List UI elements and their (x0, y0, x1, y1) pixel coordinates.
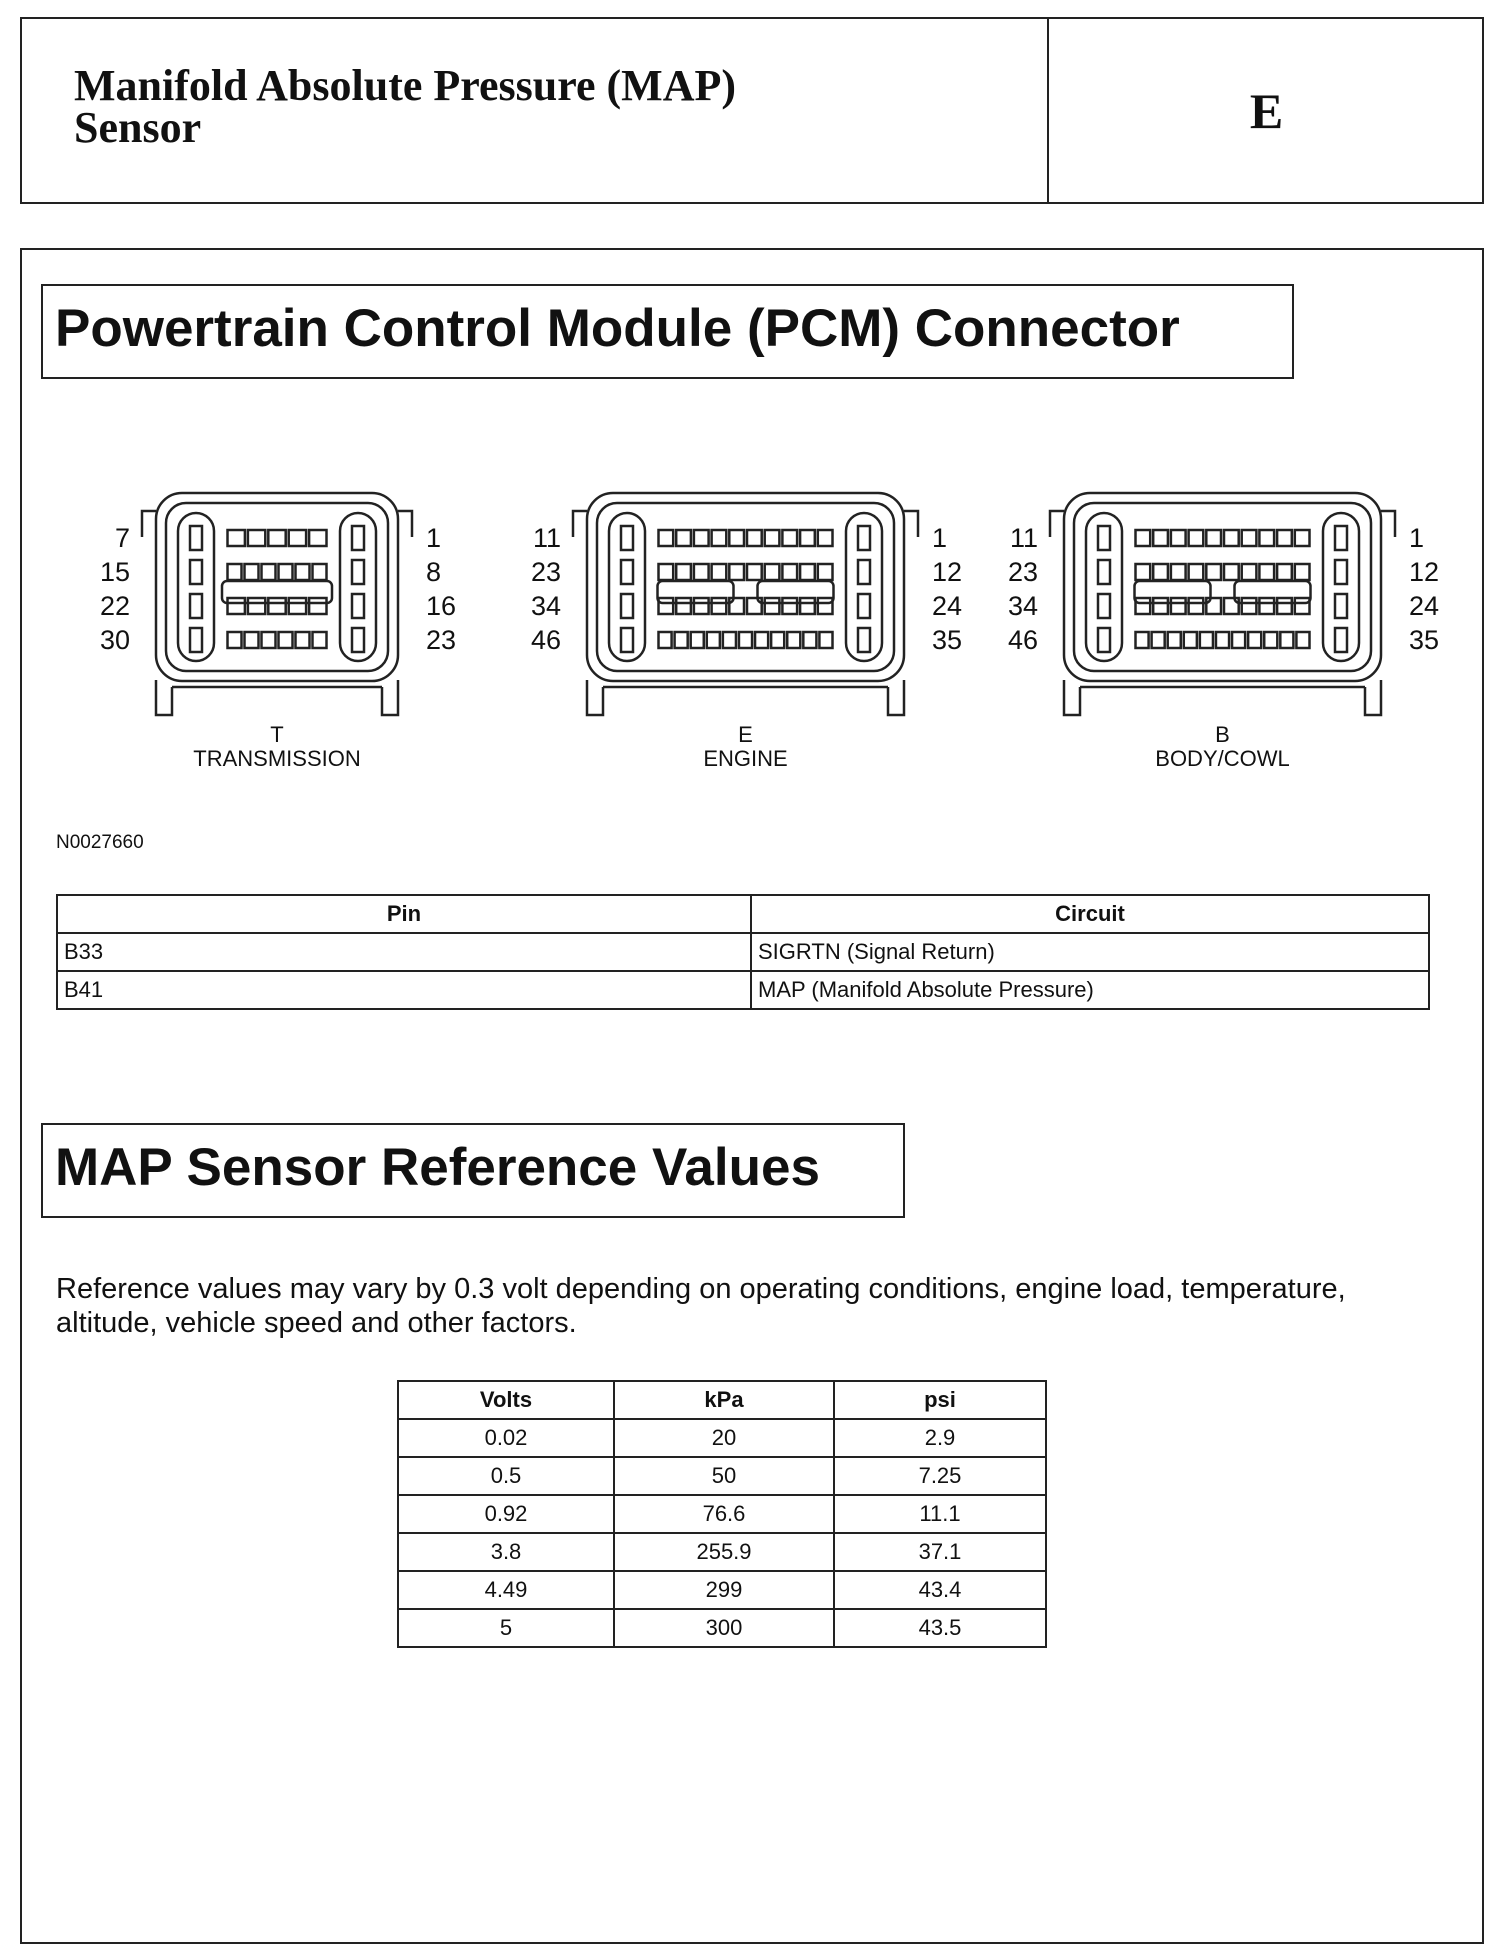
terminal-cavity (1242, 530, 1257, 546)
terminal-cavity (1259, 598, 1274, 614)
latch-cavity (1335, 628, 1347, 652)
connector-shell (1064, 493, 1381, 681)
connector-key (758, 581, 834, 603)
latch-cavity (190, 526, 202, 550)
pin-table (56, 894, 1430, 1010)
pin-cell: B41 (57, 971, 751, 1009)
connector-diagram-svg (70, 475, 1450, 775)
pin-number-label: 24 (932, 591, 963, 621)
terminal-cavity (1153, 598, 1168, 614)
latch-cavity (1098, 628, 1110, 652)
terminal-cavity (1277, 564, 1292, 580)
volts-cell: 4.49 (398, 1571, 614, 1609)
terminal-cavity (729, 530, 744, 546)
terminal-cavity (782, 530, 797, 546)
latch-cavity (1098, 560, 1110, 584)
connector-body-cowl (1050, 493, 1395, 715)
table-row (57, 933, 1429, 971)
psi-column-header: psi (834, 1381, 1046, 1419)
terminal-cavity (1168, 632, 1181, 648)
connector-flange (142, 511, 156, 537)
terminal-cavity (818, 564, 833, 580)
latch-cavity (1098, 594, 1110, 618)
terminal-cavity (1171, 530, 1186, 546)
psi-cell: 2.9 (834, 1419, 1046, 1457)
pin-number-label: 46 (1007, 625, 1038, 655)
map-reference-table (397, 1380, 1047, 1648)
terminal-cavity (262, 564, 276, 580)
latch-cavity (858, 594, 870, 618)
table-row (398, 1609, 1046, 1647)
terminal-cavity (1136, 598, 1151, 614)
terminal-cavity (747, 598, 762, 614)
terminal-cavity (1206, 530, 1221, 546)
terminal-cavity (1184, 632, 1197, 648)
terminal-cavity (1248, 632, 1261, 648)
terminal-cavity (296, 564, 310, 580)
psi-cell: 7.25 (834, 1457, 1046, 1495)
terminal-cavity (1153, 530, 1168, 546)
connector-flange (1381, 511, 1395, 537)
terminal-cavity (800, 530, 815, 546)
table-row (398, 1533, 1046, 1571)
terminal-cavity (694, 564, 709, 580)
page-header (20, 17, 1484, 204)
pin-number-label: 16 (426, 591, 457, 621)
terminal-cavity (313, 564, 327, 580)
side-latch (1323, 513, 1359, 661)
terminal-cavity (1136, 530, 1151, 546)
terminal-cavity (723, 632, 736, 648)
latch-cavity (352, 526, 364, 550)
terminal-cavity (1189, 564, 1204, 580)
connector-leg (156, 680, 172, 715)
connector-leg (587, 680, 603, 715)
figure-id: N0027660 (56, 832, 144, 853)
latch-cavity (352, 628, 364, 652)
volts-cell: 0.5 (398, 1457, 614, 1495)
terminal-cavity (1206, 564, 1221, 580)
terminal-cavity (1295, 530, 1310, 546)
connector-inner-shell (1074, 503, 1371, 671)
connector-engine (573, 493, 918, 715)
kpa-cell: 50 (614, 1457, 834, 1495)
pin-number-label: 35 (1409, 625, 1440, 655)
terminal-cavity (675, 632, 688, 648)
pin-column-header: Pin (57, 895, 751, 933)
pin-number-label: 7 (114, 523, 130, 553)
terminal-cavity (1136, 564, 1151, 580)
psi-cell: 43.5 (834, 1609, 1046, 1647)
terminal-cavity (676, 530, 691, 546)
terminal-cavity (228, 530, 245, 546)
terminal-cavity (228, 632, 242, 648)
terminal-cavity (248, 598, 265, 614)
terminal-cavity (712, 564, 727, 580)
terminal-cavity (659, 530, 674, 546)
terminal-cavity (228, 598, 245, 614)
terminal-cavity (676, 598, 691, 614)
pin-cell: B33 (57, 933, 751, 971)
terminal-cavity (296, 632, 310, 648)
map-reference-heading: MAP Sensor Reference Values (41, 1123, 905, 1218)
circuit-cell: MAP (Manifold Absolute Pressure) (751, 971, 1429, 1009)
terminal-cavity (707, 632, 720, 648)
pin-number-label: 15 (99, 557, 130, 587)
kpa-cell: 76.6 (614, 1495, 834, 1533)
terminal-cavity (1153, 564, 1168, 580)
table-row (398, 1495, 1046, 1533)
kpa-cell: 255.9 (614, 1533, 834, 1571)
terminal-cavity (1224, 530, 1239, 546)
kpa-column-header: kPa (614, 1381, 834, 1419)
connector-flange (1050, 511, 1064, 537)
latch-cavity (621, 594, 633, 618)
pin-number-label: 46 (530, 625, 561, 655)
pin-number-label: 34 (1007, 591, 1038, 621)
terminal-cavity (712, 598, 727, 614)
terminal-cavity (787, 632, 800, 648)
terminal-cavity (1295, 564, 1310, 580)
connector-letter-label: E (738, 722, 753, 747)
pin-number-label: 22 (99, 591, 130, 621)
terminal-cavity (228, 564, 242, 580)
latch-cavity (621, 628, 633, 652)
page-title-line-2: Sensor (74, 103, 202, 152)
terminal-cavity (1232, 632, 1245, 648)
terminal-cavity (694, 598, 709, 614)
kpa-cell: 20 (614, 1419, 834, 1457)
circuit-column-header: Circuit (751, 895, 1429, 933)
pin-number-label: 30 (99, 625, 130, 655)
psi-cell: 37.1 (834, 1533, 1046, 1571)
terminal-cavity (803, 632, 816, 648)
terminal-cavity (800, 564, 815, 580)
latch-cavity (190, 594, 202, 618)
latch-cavity (352, 560, 364, 584)
pin-number-label: 12 (1409, 557, 1440, 587)
terminal-cavity (1242, 564, 1257, 580)
terminal-cavity (1200, 632, 1213, 648)
terminal-cavity (1277, 598, 1292, 614)
pin-number-label: 11 (1009, 523, 1038, 553)
volts-cell: 0.92 (398, 1495, 614, 1533)
connector-leg (888, 680, 904, 715)
side-latch (1086, 513, 1122, 661)
terminal-cavity (1295, 598, 1310, 614)
connector-key (658, 581, 734, 603)
terminal-cavity (1152, 632, 1165, 648)
connector-key (1235, 581, 1311, 603)
terminal-cavity (268, 598, 285, 614)
terminal-cavity (309, 598, 326, 614)
terminal-cavity (1216, 632, 1229, 648)
connector-name-label: BODY/COWL (1155, 746, 1290, 771)
latch-cavity (858, 628, 870, 652)
terminal-cavity (694, 530, 709, 546)
terminal-cavity (1242, 598, 1257, 614)
side-latch (609, 513, 645, 661)
page-title (74, 61, 994, 152)
connector-inner-shell (597, 503, 894, 671)
terminal-cavity (782, 564, 797, 580)
latch-cavity (1335, 526, 1347, 550)
ref-table-header-row (398, 1381, 1046, 1419)
latch-cavity (190, 628, 202, 652)
table-row (57, 971, 1429, 1009)
volts-cell: 3.8 (398, 1533, 614, 1571)
terminal-cavity (245, 564, 259, 580)
terminal-cavity (747, 564, 762, 580)
terminal-cavity (676, 564, 691, 580)
terminal-cavity (1259, 564, 1274, 580)
terminal-cavity (1224, 598, 1239, 614)
volts-cell: 5 (398, 1609, 614, 1647)
pin-number-label: 23 (426, 625, 457, 655)
section-letter: E (1249, 82, 1284, 139)
connector-shell (587, 493, 904, 681)
terminal-cavity (309, 530, 326, 546)
terminal-cavity (747, 530, 762, 546)
terminal-cavity (1259, 530, 1274, 546)
terminal-cavity (765, 530, 780, 546)
latch-cavity (190, 560, 202, 584)
terminal-cavity (691, 632, 704, 648)
terminal-cavity (268, 530, 285, 546)
terminal-cavity (755, 632, 768, 648)
latch-cavity (858, 560, 870, 584)
terminal-cavity (1224, 564, 1239, 580)
latch-cavity (621, 560, 633, 584)
terminal-cavity (248, 530, 265, 546)
pin-number-label: 12 (932, 557, 963, 587)
terminal-cavity (659, 564, 674, 580)
volts-cell: 0.02 (398, 1419, 614, 1457)
terminal-cavity (659, 632, 672, 648)
connector-key (222, 581, 332, 603)
terminal-cavity (289, 598, 306, 614)
terminal-cavity (1280, 632, 1293, 648)
pin-number-label: 1 (426, 523, 442, 553)
pin-number-label: 8 (426, 557, 442, 587)
page-title-line-1: Manifold Absolute Pressure (MAP) (74, 61, 736, 110)
table-row (398, 1571, 1046, 1609)
terminal-cavity (1189, 598, 1204, 614)
terminal-cavity (1171, 564, 1186, 580)
terminal-cavity (1206, 598, 1221, 614)
terminal-cavity (1189, 530, 1204, 546)
connector-name-label: TRANSMISSION (193, 746, 361, 771)
connector-letter-label: T (270, 722, 284, 747)
latch-cavity (858, 526, 870, 550)
connector-key (1135, 581, 1211, 603)
terminal-cavity (1277, 530, 1292, 546)
connector-name-label: ENGINE (703, 746, 788, 771)
latch-cavity (1098, 526, 1110, 550)
terminal-cavity (729, 564, 744, 580)
terminal-cavity (279, 564, 293, 580)
terminal-cavity (819, 632, 832, 648)
volts-column-header: Volts (398, 1381, 614, 1419)
pin-number-label: 11 (532, 523, 561, 553)
pin-number-label: 24 (1409, 591, 1440, 621)
pin-number-label: 23 (1007, 557, 1038, 587)
terminal-cavity (782, 598, 797, 614)
table-row (398, 1419, 1046, 1457)
connector-inner-shell (166, 503, 388, 671)
terminal-cavity (818, 598, 833, 614)
terminal-cavity (1264, 632, 1277, 648)
circuit-cell: SIGRTN (Signal Return) (751, 933, 1429, 971)
terminal-cavity (818, 530, 833, 546)
terminal-cavity (659, 598, 674, 614)
terminal-cavity (1296, 632, 1309, 648)
side-latch (178, 513, 214, 661)
terminal-cavity (739, 632, 752, 648)
pin-number-label: 34 (530, 591, 561, 621)
connector-leg (382, 680, 398, 715)
terminal-cavity (245, 632, 259, 648)
pin-number-label: 1 (1409, 523, 1425, 553)
psi-cell: 11.1 (834, 1495, 1046, 1533)
pin-number-label: 35 (932, 625, 963, 655)
connector-letter-label: B (1215, 722, 1230, 747)
connector-flange (573, 511, 587, 537)
terminal-cavity (1136, 632, 1149, 648)
connector-leg (1365, 680, 1381, 715)
psi-cell: 43.4 (834, 1571, 1046, 1609)
connector-flange (904, 511, 918, 537)
pcm-connector-diagram (70, 475, 1450, 775)
terminal-cavity (289, 530, 306, 546)
terminal-cavity (771, 632, 784, 648)
terminal-cavity (279, 632, 293, 648)
latch-cavity (1335, 594, 1347, 618)
side-latch (340, 513, 376, 661)
terminal-cavity (765, 598, 780, 614)
latch-cavity (352, 594, 364, 618)
terminal-cavity (765, 564, 780, 580)
connector-flange (398, 511, 412, 537)
pcm-connector-heading: Powertrain Control Module (PCM) Connector (41, 284, 1294, 379)
reference-note: Reference values may vary by 0.3 volt depending on operating conditions, engine load, temperature, altitude, vehicle speed and other factors. (56, 1273, 1346, 1339)
terminal-cavity (729, 598, 744, 614)
kpa-cell: 300 (614, 1609, 834, 1647)
latch-cavity (621, 526, 633, 550)
latch-cavity (1335, 560, 1347, 584)
connector-leg (1064, 680, 1080, 715)
pin-table-header-row (57, 895, 1429, 933)
terminal-cavity (313, 632, 327, 648)
kpa-cell: 299 (614, 1571, 834, 1609)
terminal-cavity (712, 530, 727, 546)
terminal-cavity (1171, 598, 1186, 614)
terminal-cavity (262, 632, 276, 648)
terminal-cavity (800, 598, 815, 614)
side-latch (846, 513, 882, 661)
connector-transmission (142, 493, 412, 715)
pin-number-label: 1 (932, 523, 948, 553)
table-row (398, 1457, 1046, 1495)
pin-number-label: 23 (530, 557, 561, 587)
